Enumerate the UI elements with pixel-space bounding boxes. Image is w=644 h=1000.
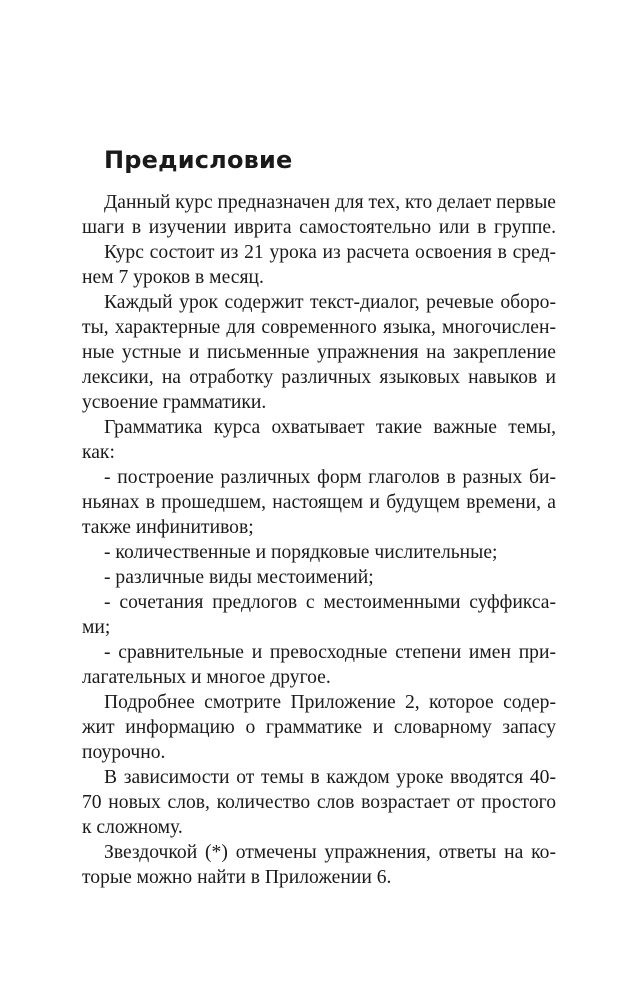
page-title: Предисловие bbox=[104, 146, 293, 174]
text-line: Звездочкой (*) отмечены упражнения, ответы на ко- bbox=[104, 842, 556, 863]
text-line: поурочно. bbox=[82, 742, 166, 763]
text-line: - сочетания предлогов с местоименными суффикса- bbox=[104, 592, 556, 613]
text-line: ньянах в прошедшем, настоящем и будущем времени, а bbox=[82, 492, 556, 513]
text-line: лагательных и многое другое. bbox=[82, 667, 331, 688]
text-line: - различные виды местоимений; bbox=[104, 567, 374, 588]
text-line: 70 новых слов, количество слов возрастает от простого bbox=[82, 792, 556, 813]
text-line: к сложному. bbox=[82, 817, 183, 838]
text-line: шаги в изучении иврита самостоятельно или в группе. bbox=[82, 217, 556, 238]
text-line: - количественные и порядковые числительные; bbox=[104, 542, 498, 563]
text-line: также инфинитивов; bbox=[82, 517, 254, 538]
text-line: нем 7 уроков в месяц. bbox=[82, 267, 264, 288]
text-line: ные устные и письменные упражнения на закрепление bbox=[82, 342, 556, 363]
text-line: - сравнительные и превосходные степени имен при- bbox=[104, 642, 556, 663]
text-line: лексики, на отработку различных языковых навыков и bbox=[82, 367, 556, 388]
text-line: как: bbox=[82, 442, 115, 463]
text-line: торые можно найти в Приложении 6. bbox=[82, 867, 392, 888]
text-line: Грамматика курса охватывает такие важные темы, bbox=[104, 417, 556, 438]
text-line: Курс состоит из 21 урока из расчета освоения в сред- bbox=[104, 242, 556, 263]
text-line: усвоение грамматики. bbox=[82, 392, 267, 413]
text-line: ми; bbox=[82, 617, 111, 638]
text-line: Каждый урок содержит текст-диалог, речевые оборо- bbox=[104, 292, 556, 313]
text-line: Подробнее смотрите Приложение 2, которое содер- bbox=[104, 692, 556, 713]
text-line: - построение различных форм глаголов в разных би- bbox=[104, 467, 556, 488]
text-line: жит информацию о грамматике и словарному запасу bbox=[82, 717, 556, 738]
text-line: В зависимости от темы в каждом уроке вводятся 40- bbox=[104, 767, 556, 788]
text-line: Данный курс предназначен для тех, кто делает первые bbox=[103, 192, 556, 213]
text-line: ты, характерные для современного языка, многочислен- bbox=[82, 317, 556, 338]
